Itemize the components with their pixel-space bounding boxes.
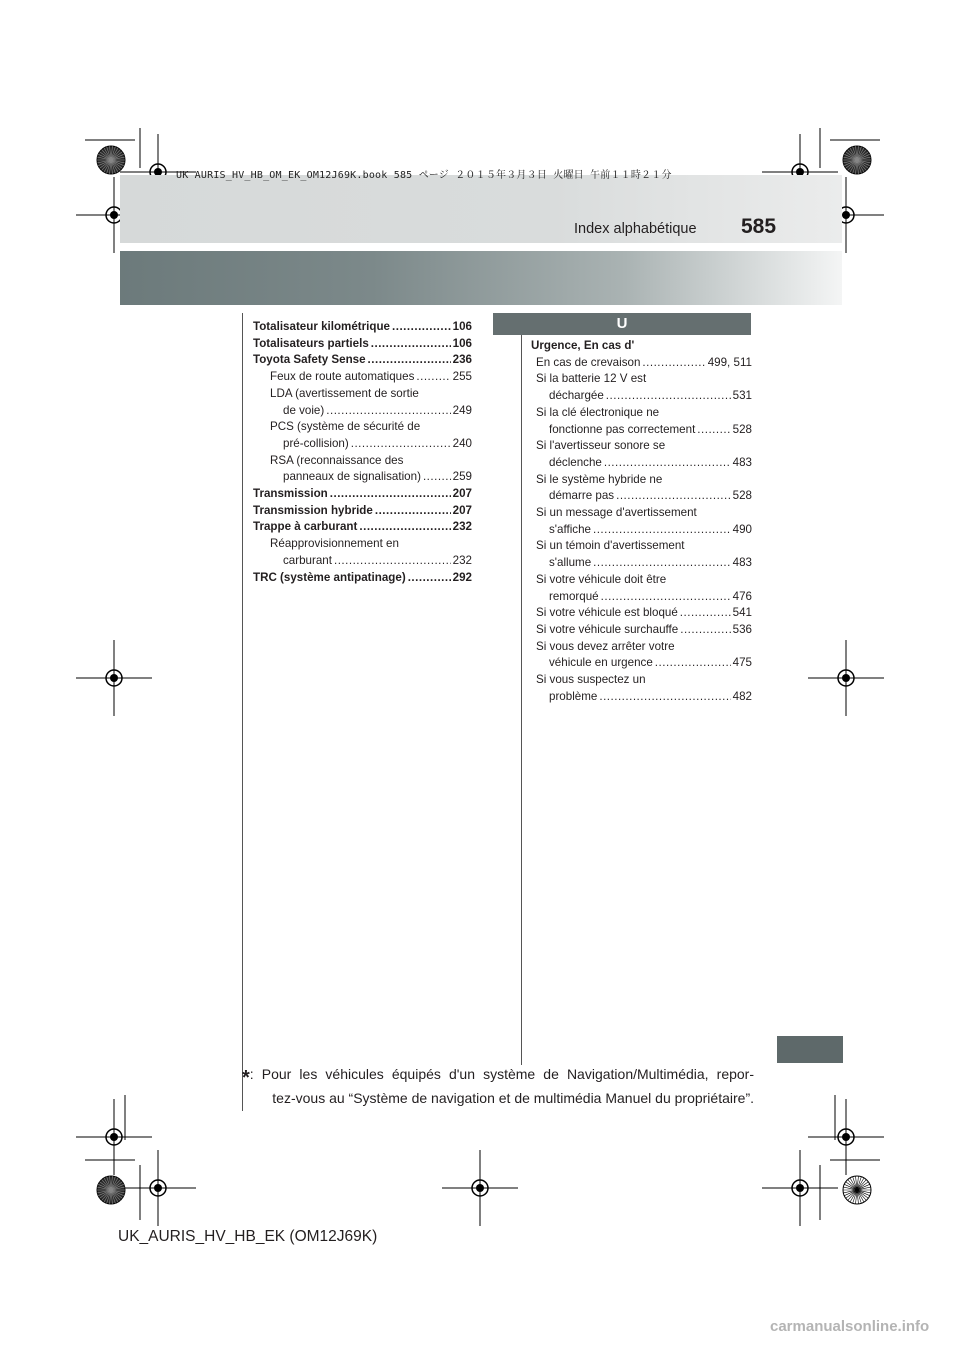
leader-dots <box>593 522 731 539</box>
index-entry-label: RSA (reconnaissance des <box>270 453 404 467</box>
index-entry-page: 536 <box>732 622 752 636</box>
index-entry <box>253 519 472 536</box>
index-entry-page: 106 <box>452 320 472 333</box>
index-entry-continuation: panneaux de signalisation) <box>283 470 421 484</box>
index-entry-page: 236 <box>452 353 472 367</box>
leader-dots <box>642 355 705 372</box>
leader-dots <box>375 503 451 520</box>
index-entry-label: Feux de route automatiques <box>270 370 415 384</box>
index-entry-page: 483 <box>732 455 752 469</box>
index-entry <box>536 355 752 372</box>
index-thumb-tab <box>777 1036 843 1063</box>
header-band-light <box>120 175 842 243</box>
index-entry-label: Si la batterie 12 V est <box>536 372 647 386</box>
leader-dots <box>601 589 731 606</box>
index-entry-label: Totalisateur kilométrique <box>253 320 391 333</box>
index-entry-label: Si l'avertisseur sonore se <box>536 439 666 453</box>
index-entry <box>253 503 472 520</box>
leader-dots <box>416 369 450 386</box>
index-entry-continuation: déclenche <box>549 455 602 469</box>
index-entry-page: 207 <box>452 487 472 501</box>
leader-dots <box>655 655 731 672</box>
index-entry-label: Si la clé électronique ne <box>536 405 660 419</box>
index-entry-label: Si un témoin d'avertissement <box>536 539 685 553</box>
index-entry-label: LDA (avertissement de sortie <box>270 386 419 400</box>
index-entry-page: 476 <box>732 589 752 603</box>
index-entry <box>253 369 472 386</box>
registration-dot <box>110 1133 118 1141</box>
index-entry <box>536 605 752 622</box>
index-entry-page: 475 <box>732 656 752 670</box>
leader-dots <box>371 336 451 353</box>
index-entry-label: Transmission <box>253 487 328 501</box>
leader-dots <box>423 469 451 486</box>
index-entry-label: Si un message d'avertissement <box>536 506 697 520</box>
index-entry-page: 249 <box>452 403 472 417</box>
index-entry-continuation: véhicule en urgence <box>549 656 653 670</box>
index-entry-page: 482 <box>732 689 752 703</box>
leader-dots <box>680 605 731 622</box>
index-entry <box>536 522 752 539</box>
index-entry-label: Si votre véhicule surchauffe <box>536 622 679 636</box>
leader-dots <box>599 689 730 706</box>
registration-dot <box>110 674 118 682</box>
leader-dots <box>351 436 451 453</box>
leader-dots <box>616 488 731 505</box>
index-entry-label: Trappe à carburant <box>253 520 358 534</box>
book-file-line: UK AURIS_HV_HB_OM_EK_OM12J69K.book 585 ページ ２０１５年３月３日 火曜日 午前１１時２１分 <box>176 170 672 181</box>
leader-dots <box>593 555 730 572</box>
index-entry <box>536 422 752 439</box>
index-left-column <box>253 319 472 586</box>
index-entry <box>536 555 752 572</box>
index-entry-continuation: fonctionne pas correctement <box>549 422 696 436</box>
section-title: Index alphabétique <box>574 221 697 237</box>
index-heading: Urgence, En cas d' <box>531 339 635 352</box>
registration-dot <box>842 674 850 682</box>
index-entry-page: 207 <box>452 503 472 517</box>
index-entry-page: 240 <box>452 436 472 450</box>
index-entry-continuation: de voie) <box>283 403 325 417</box>
registration-dot <box>796 1184 804 1192</box>
index-right-column <box>531 338 752 705</box>
leader-dots <box>330 486 451 503</box>
index-entry <box>253 336 472 353</box>
index-entry-label: Si vous suspectez un <box>536 673 646 687</box>
index-entry <box>536 455 752 472</box>
leader-dots <box>606 388 731 405</box>
index-entry-label: Si votre véhicule doit être <box>536 572 667 586</box>
footnote-line-2: tez-vous au “Système de navigation et de multimédia Manuel du propriétaire”. <box>272 1090 754 1106</box>
index-entry-page: 232 <box>452 520 472 534</box>
index-entry-page: 106 <box>452 336 472 350</box>
index-entry-continuation: déchargée <box>549 389 604 403</box>
leader-dots <box>697 422 730 439</box>
header-band-dark <box>120 251 842 305</box>
index-entry-page: 541 <box>732 606 752 620</box>
index-entry <box>536 689 752 706</box>
leader-dots <box>334 553 451 570</box>
leader-dots <box>408 570 451 587</box>
index-entry <box>253 486 472 503</box>
page-number: 585 <box>741 215 777 238</box>
index-entry-continuation: remorqué <box>549 589 599 603</box>
index-entry-page: 499, 511 <box>707 355 752 369</box>
index-entry-page: 255 <box>452 370 472 384</box>
index-entry <box>253 553 472 570</box>
index-entry <box>536 622 752 639</box>
left-column-divider <box>242 313 243 1111</box>
index-entry-page: 483 <box>732 556 752 570</box>
index-entry-continuation: démarre pas <box>549 489 615 503</box>
index-entry <box>253 352 472 369</box>
leader-dots <box>392 319 451 336</box>
index-entry-page: 528 <box>732 489 752 503</box>
index-entry <box>253 436 472 453</box>
index-entry <box>253 319 472 336</box>
index-entry-label: TRC (système antipatinage) <box>253 570 406 584</box>
index-entry-label: PCS (système de sécurité de <box>270 420 421 434</box>
leader-dots <box>680 622 730 639</box>
letter-section-header: U <box>493 313 751 335</box>
index-entry-continuation: pré-collision) <box>283 436 349 450</box>
registration-dot <box>476 1184 484 1192</box>
index-entry-label: Si vous devez arrêter votre <box>536 639 675 653</box>
leader-dots <box>326 403 450 420</box>
center-column-divider <box>521 313 522 1065</box>
index-entry <box>253 469 472 486</box>
index-entry-page: 528 <box>732 422 752 436</box>
index-entry-label: Si le système hybride ne <box>536 472 663 486</box>
index-entry-page: 531 <box>732 389 752 403</box>
index-entry-label: Transmission hybride <box>253 503 373 517</box>
index-entry-label: En cas de crevaison <box>536 355 641 369</box>
index-entry <box>536 589 752 606</box>
index-entry <box>536 388 752 405</box>
footer-manual-code: UK_AURIS_HV_HB_EK (OM12J69K) <box>118 1228 378 1245</box>
index-entry-continuation: s'allume <box>549 556 592 570</box>
index-entry-label: Toyota Safety Sense <box>253 353 366 367</box>
index-entry <box>536 655 752 672</box>
index-entry-label: Réapprovisionnement en <box>270 537 399 551</box>
index-entry-continuation: s'affiche <box>549 522 591 536</box>
index-entry <box>253 403 472 420</box>
watermark: carmanualsonline.info <box>770 1318 930 1335</box>
registration-dot <box>842 211 850 219</box>
index-entry-page: 490 <box>732 522 752 536</box>
footnote-line-1: : Pour les véhicules équipés d'un système de Navigation/Multimédia, repor- <box>249 1066 754 1082</box>
index-entry <box>253 570 472 587</box>
index-entry-label: Totalisateurs partiels <box>253 336 369 350</box>
registration-dot <box>842 1133 850 1141</box>
leader-dots <box>368 352 451 369</box>
index-entry-continuation: carburant <box>283 553 332 567</box>
registration-dot <box>110 211 118 219</box>
index-entry-page: 232 <box>452 553 472 567</box>
index-entry <box>536 488 752 505</box>
index-entry-page: 292 <box>452 570 472 584</box>
index-entry-label: Si votre véhicule est bloqué <box>536 606 678 620</box>
index-entry-page: 259 <box>452 470 472 484</box>
footnote-asterisk: * <box>242 1067 250 1089</box>
leader-dots <box>604 455 731 472</box>
registration-dot <box>154 1184 162 1192</box>
footnote <box>242 1064 754 1108</box>
index-entry-continuation: problème <box>549 689 598 703</box>
leader-dots <box>359 519 450 536</box>
